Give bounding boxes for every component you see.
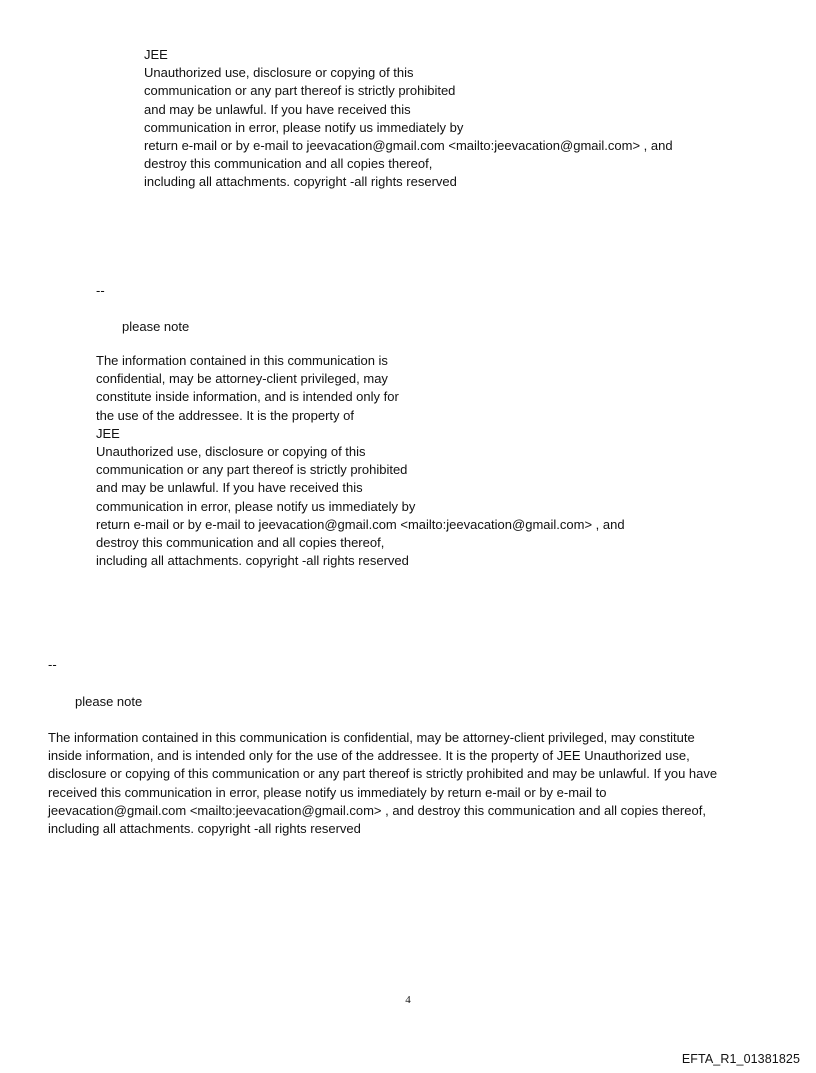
disclaimer-line: Unauthorized use, disclosure or copying of this (144, 65, 414, 81)
disclaimer-line: The information contained in this communication is (96, 353, 388, 368)
disclaimer-line: constitute inside information, and is intended only for (96, 389, 399, 405)
disclaimer-paragraph (48, 729, 717, 838)
disclaimer-line: destroy this communication and all copies thereof, (144, 156, 433, 172)
disclaimer-line: communication or any part thereof is strictly prohibited (96, 462, 408, 478)
page-number: 4 (405, 994, 411, 1006)
disclaimer-line: communication in error, please notify us immediately by (144, 119, 464, 135)
disclaimer-line: jeevacation@gmail.com <mailto:jeevacation@gmail.com> , and destroy this communication and all copies thereof, (48, 802, 706, 818)
disclaimer-line: and may be unlawful. If you have received this (96, 480, 363, 496)
disclaimer-line: Unauthorized use, disclosure or copying of this (96, 444, 366, 460)
disclaimer-line: confidential, may be attorney-client privileged, may (96, 371, 388, 387)
please-note-heading: please note (75, 694, 143, 709)
disclaimer-line: including all attachments. copyright -all rights reserved (48, 821, 361, 837)
disclaimer-line: including all attachments. copyright -all rights reserved (96, 553, 409, 569)
document-id: EFTA_R1_01381825 (681, 1052, 800, 1066)
disclaimer-line: The information contained in this communication is confidential, may be attorney-client privileged, may constitute (48, 730, 695, 745)
quoted-disclaimer-level-2 (144, 46, 673, 192)
disclaimer-line: inside information, and is intended only for the use of the addressee. It is the property of JEE Unauthorized use, (48, 748, 690, 764)
disclaimer-line: communication or any part thereof is strictly prohibited (144, 83, 456, 99)
disclaimer-line: disclosure or copying of this communication or any part thereof is strictly prohibited and may be unlawful. If you have (48, 766, 718, 782)
disclaimer-line: return e-mail or by e-mail to jeevacation@gmail.com <mailto:jeevacation@gmail.com> , and (96, 516, 625, 532)
disclaimer-line: return e-mail or by e-mail to jeevacation@gmail.com <mailto:jeevacation@gmail.com> , and (144, 138, 673, 154)
disclaimer-line: received this communication in error, please notify us immediately by return e-mail or by e-mail to (48, 784, 607, 800)
disclaimer-line: including all attachments. copyright -all rights reserved (144, 174, 457, 190)
signature-separator: -- (48, 657, 57, 672)
disclaimer-line: destroy this communication and all copies thereof, (96, 535, 385, 551)
disclaimer-line: the use of the addressee. It is the property of (96, 407, 354, 423)
quoted-disclaimer-level-1 (96, 352, 625, 570)
signature-separator: -- (96, 283, 105, 298)
disclaimer-line: and may be unlawful. If you have received this (144, 101, 411, 117)
disclaimer-line: communication in error, please notify us immediately by (96, 498, 416, 514)
disclaimer-line: JEE (144, 47, 168, 62)
disclaimer-line: JEE (96, 425, 120, 441)
please-note-heading: please note (122, 319, 190, 334)
